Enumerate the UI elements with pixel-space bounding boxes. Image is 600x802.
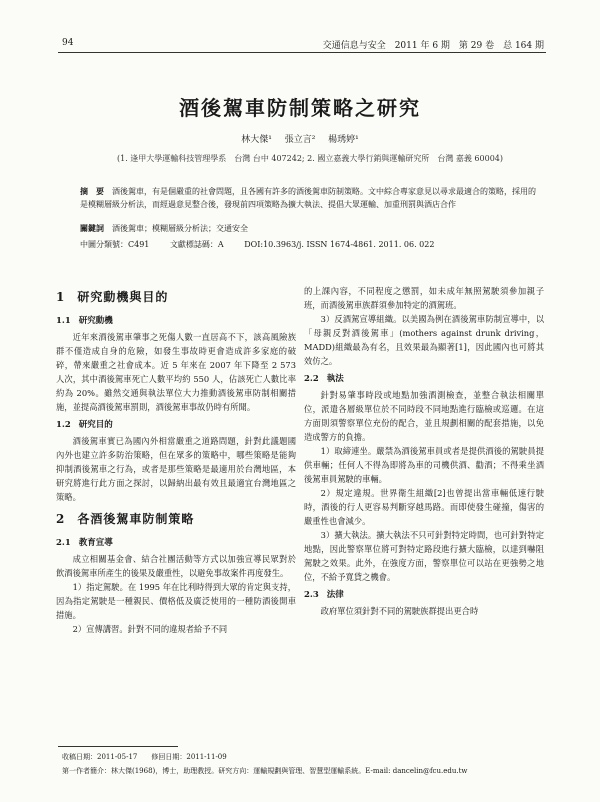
list-item: 1）取締連坐。嚴禁為酒後駕車員或者是提供酒後的駕駛員提供車輛；任何人不得為即將為車的司機供酒、勸酒；不得乘坐酒後駕車員駕駛的車輛。 [304, 446, 544, 484]
paragraph: 成立相關基金會、結合社團活動等方式以加強宣導民眾對於飲酒後駕車所產生的後果及嚴重性，以避免事故案件再度發生。 [56, 554, 296, 578]
section-heading [56, 290, 296, 304]
subsection-title: 研究動機 [78, 316, 113, 326]
section-heading [56, 512, 296, 526]
subsection-title: 法律 [326, 590, 344, 600]
document-code: 文獻標誌碼：A [169, 240, 224, 249]
list-item: 3）反酒駕宣導組織。以美國為例在酒後駕車防制宣導中，以「母親反對酒後駕車」(mothers against drunk driving，MADD)組織最為有名，且效果最為顯著[1]，因此國內也可將其效仿之。 [304, 314, 544, 366]
left-column [56, 290, 296, 636]
abstract [80, 185, 540, 211]
subsection-heading [56, 314, 296, 328]
subsection-heading [304, 372, 544, 386]
paragraph: 酒後駕車實已為國內外相當嚴重之道路問題，針對此議題國內外也建立許多防治策略，但在眾多的策略中，哪些策略是能夠抑制酒後駕車之行為，或者是那些策略是最適用於台灣地區，本研究將進行此方面之探討，以歸納出最有效且最適宜台灣地區之策略。 [56, 436, 296, 502]
right-column [304, 284, 544, 618]
subsection-title: 教育宣導 [78, 538, 113, 548]
section-number: 1 [56, 290, 66, 304]
abstract-label: 摘 要 [80, 186, 104, 196]
subsection-number: 2.2 [304, 374, 319, 384]
subsection-title: 執法 [326, 374, 344, 384]
subsection-number: 2.3 [304, 590, 319, 600]
paragraph: 針對易肇事時段或地點加強酒測檢查，並整合執法相關單位，派遣各層級單位於不同時段不同地點進行臨檢或巡邏。在這方面則須警察單位充份的配合，並且規劃相關的配套措施，以免造成警方的負擔。 [304, 390, 544, 442]
author-bio-footnote: 第一作者簡介：林大傑(1968)，博士，助理教授。研究方向：運輸規劃與管理、智慧型運輸系統。E-mail: dancelin@fcu.edu.tw [62, 767, 468, 775]
classification-line [80, 238, 540, 251]
subsection-number: 1.2 [56, 420, 71, 430]
author-list [0, 132, 600, 145]
paragraph: 政府單位須針對不同的駕駛族群提出更合時 [320, 606, 479, 616]
section-number: 2 [56, 512, 66, 526]
keywords [80, 222, 540, 235]
section-title: 各酒後駕車防制策略 [77, 512, 195, 526]
paragraph: 近年來酒後駕車肇事之死傷人數一直居高不下，該高風險族群不僅造成自身的危險，如發生事故時更會造成許多家庭的破碎，帶來嚴重之社會成本。近 5 年來在 2007 年下降至 2 573 人次，其中酒後駕車死亡人數平均約 550 人，佔該死亡人數比率約為 20%。雖然交通與執法單位大力推動酒後駕車防制相關措施，並提高酒後駕車罰則，酒後駕車事故仍時有所聞。 [56, 332, 296, 412]
subsection-heading [304, 588, 544, 602]
paper-title: 酒後駕車防制策略之研究 [179, 96, 421, 120]
paragraph: 的上課內容，不同程度之懲罰，如未成年無照駕駛須參加親子班，而酒後駕車族群須參加特定的酒駕班。 [304, 286, 544, 310]
journal-info: 交通信息与安全 2011 年 6 期 第 29 卷 总 164 期 [322, 41, 544, 51]
doi: DOI:10.3963/j. ISSN 1674-4861. 2011. 06. 022 [244, 240, 435, 249]
author-3: 楊琇婷¹ [328, 135, 359, 145]
list-item: 3）擴大執法。擴大執法不只可針對特定時間，也可針對特定地點，因此警察單位將可對特定路段進行擴大臨檢，以達到嚇阻駕駛之效果。此外，在強度方面，警察單位可以站在更強勢之地位，不給予寬貸之機會。 [304, 530, 544, 582]
list-item: 1）指定駕駛。在 1995 年在比利時得到大眾的肯定與支持，因為指定駕駛是一種親民、價格低及廣泛使用的一種防酒後開車措施。 [56, 582, 296, 620]
subsection-title: 研究目的 [78, 420, 113, 430]
list-item: 2）宣傳講習。針對不同的違規者給予不同 [72, 624, 228, 634]
page-number: 94 [62, 38, 74, 48]
section-title: 研究動機與目的 [77, 290, 169, 304]
footnote-rule [58, 746, 178, 747]
subsection-heading [56, 418, 296, 432]
author-1: 林大傑¹ [241, 135, 272, 145]
abstract-text: 酒後駕車，有是個嚴重的社會問題，且各國有許多的酒後駕車防制策略。文中綜合專家意見以尋求最適合的策略，採用的是模糊層級分析法，而經過意見整合後，發現前四項策略為擴大執法、提倡大眾運輸、加重刑罰與酒店合作 [80, 187, 536, 209]
keywords-text: 酒後駕車；模糊層級分析法；交通安全 [112, 224, 248, 233]
header-rule [58, 52, 546, 53]
subsection-heading [56, 536, 296, 550]
keywords-label: 關鍵詞 [80, 223, 104, 233]
author-2: 張立言² [284, 135, 316, 145]
subsection-number: 2.1 [56, 538, 71, 548]
list-item: 2）規定違規。世界衛生組織[2]也曾提出當車輛低速行駛時，酒後的行人更容易判斷穿越馬路。而即使發生碰撞，傷害的嚴重性也會減少。 [304, 488, 544, 526]
subsection-number: 1.1 [56, 316, 71, 326]
received-date-footnote: 收稿日期：2011-05-17 修回日期：2011-11-09 [62, 753, 227, 761]
clc-code: 中圖分類號：C491 [80, 240, 150, 249]
affiliation: (1. 逢甲大學運輸科技管理學系 台灣 台中 407242; 2. 國立嘉義大學行銷與運輸研究所 台灣 嘉義 60004) [117, 154, 503, 163]
